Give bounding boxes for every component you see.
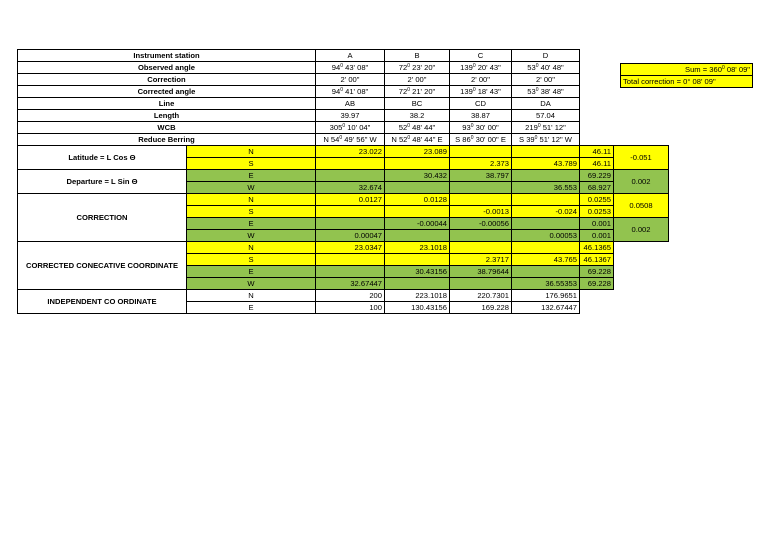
value-cell — [316, 158, 385, 170]
group-label: CORRECTED CONECATIVE COORDINATE — [18, 242, 187, 290]
value-cell: 176.9651 — [512, 290, 580, 302]
header-value: $139^0$ 18' 43" — [450, 86, 512, 98]
value-cell — [385, 182, 450, 194]
header-value: $52^0$ 48' 44" — [385, 122, 450, 134]
data-row — [18, 290, 669, 302]
value-cell: -0.00044 — [385, 218, 450, 230]
total-cell: 68.927 — [580, 182, 614, 194]
header-value: $93^0$ 30' 00" — [450, 122, 512, 134]
station-label: Instrument station — [18, 50, 316, 62]
value-cell — [316, 266, 385, 278]
data-row — [18, 146, 669, 158]
group-label: CORRECTION — [18, 194, 187, 242]
row-label: Correction — [18, 74, 316, 86]
direction-cell: S — [187, 158, 316, 170]
value-cell: 23.0347 — [316, 242, 385, 254]
total-cell: 0.0255 — [580, 194, 614, 206]
value-cell: 220.7301 — [450, 290, 512, 302]
header-value: S $86^0$ 30' 00" E — [450, 134, 512, 146]
value-cell: 43.789 — [512, 158, 580, 170]
direction-cell: E — [187, 218, 316, 230]
total-cell: 0.0253 — [580, 206, 614, 218]
header-row — [18, 134, 669, 146]
value-cell: 2.3717 — [450, 254, 512, 266]
row-label: Length — [18, 110, 316, 122]
header-value: $72^0$ 23' 20" — [385, 62, 450, 74]
traverse-table — [17, 49, 669, 314]
value-cell: 223.1018 — [385, 290, 450, 302]
value-cell — [450, 146, 512, 158]
header-value: DA — [512, 98, 580, 110]
header-value: S $39^0$ 51' 12" W — [512, 134, 580, 146]
value-cell — [512, 266, 580, 278]
total-cell: 69.228 — [580, 278, 614, 290]
row-label: Reduce Berring — [18, 134, 316, 146]
value-cell: 100 — [316, 302, 385, 314]
header-value: $53^0$ 38' 48" — [512, 86, 580, 98]
direction-cell: W — [187, 278, 316, 290]
summary-box — [620, 63, 753, 88]
value-cell: 32.674 — [316, 182, 385, 194]
direction-cell: W — [187, 182, 316, 194]
row-label: Corrected angle — [18, 86, 316, 98]
total-cell: 0.001 — [580, 218, 614, 230]
header-value: BC — [385, 98, 450, 110]
header-value: 2' 00" — [512, 74, 580, 86]
value-cell — [385, 206, 450, 218]
value-cell — [512, 194, 580, 206]
header-row — [18, 74, 669, 86]
total-correction-value: 0° 08' 09" — [683, 77, 716, 86]
value-cell: 38.79644 — [450, 266, 512, 278]
direction-cell: S — [187, 206, 316, 218]
total-cell: 69.229 — [580, 170, 614, 182]
value-cell: 2.373 — [450, 158, 512, 170]
value-cell — [450, 194, 512, 206]
value-cell: 200 — [316, 290, 385, 302]
header-row — [18, 122, 669, 134]
group-label: Latitude = L Cos Θ — [18, 146, 187, 170]
total-correction-label: Total correction = — [623, 77, 684, 86]
direction-cell: N — [187, 146, 316, 158]
direction-cell: N — [187, 290, 316, 302]
group-label: INDEPENDENT CO ORDINATE — [18, 290, 187, 314]
value-cell: 30.432 — [385, 170, 450, 182]
station-row — [18, 50, 669, 62]
total-cell: 46.11 — [580, 146, 614, 158]
value-cell: 32.67447 — [316, 278, 385, 290]
station-a: A — [316, 50, 385, 62]
value-cell — [385, 278, 450, 290]
header-value: $72^0$ 21' 20" — [385, 86, 450, 98]
header-value: $219^0$ 51' 12" — [512, 122, 580, 134]
header-row — [18, 86, 669, 98]
value-cell — [316, 218, 385, 230]
header-value: 2' 00" — [450, 74, 512, 86]
difference-cell: 0.0508 — [614, 194, 669, 218]
value-cell: 23.022 — [316, 146, 385, 158]
header-row — [18, 98, 669, 110]
header-value: $94^0$ 41' 08" — [316, 86, 385, 98]
sum-label: Sum = — [685, 65, 710, 74]
value-cell — [316, 170, 385, 182]
value-cell: -0.00056 — [450, 218, 512, 230]
value-cell: 23.1018 — [385, 242, 450, 254]
value-cell: 38.797 — [450, 170, 512, 182]
direction-cell: N — [187, 194, 316, 206]
total-cell: 69.228 — [580, 266, 614, 278]
value-cell: 43.765 — [512, 254, 580, 266]
data-row — [18, 194, 669, 206]
value-cell — [512, 242, 580, 254]
header-row — [18, 62, 669, 74]
total-cell: 46.1367 — [580, 254, 614, 266]
header-value: $53^0$ 40' 48" — [512, 62, 580, 74]
difference-cell: 0.002 — [614, 170, 669, 194]
total-correction-cell — [621, 76, 753, 88]
header-value: N $54^0$ 49' 56" W — [316, 134, 385, 146]
value-cell — [385, 254, 450, 266]
header-value: 38.87 — [450, 110, 512, 122]
station-b: B — [385, 50, 450, 62]
value-cell: 0.0127 — [316, 194, 385, 206]
value-cell — [512, 218, 580, 230]
value-cell — [450, 182, 512, 194]
value-cell: -0.024 — [512, 206, 580, 218]
header-value: 2' 00" — [316, 74, 385, 86]
header-value: AB — [316, 98, 385, 110]
value-cell — [450, 242, 512, 254]
direction-cell: S — [187, 254, 316, 266]
value-cell: 36.55353 — [512, 278, 580, 290]
sum-value: $360^0$ 08' 09" — [709, 65, 750, 74]
station-c: C — [450, 50, 512, 62]
sum-cell — [621, 64, 753, 76]
value-cell — [450, 230, 512, 242]
data-row — [18, 170, 669, 182]
data-row — [18, 242, 669, 254]
value-cell — [512, 170, 580, 182]
group-label: Departure = L Sin Θ — [18, 170, 187, 194]
header-value: $139^0$ 20' 43" — [450, 62, 512, 74]
value-cell — [316, 206, 385, 218]
value-cell: 169.228 — [450, 302, 512, 314]
direction-cell: E — [187, 266, 316, 278]
difference-cell: -0.051 — [614, 146, 669, 170]
value-cell: 0.00047 — [316, 230, 385, 242]
value-cell: 30.43156 — [385, 266, 450, 278]
direction-cell: W — [187, 230, 316, 242]
station-d: D — [512, 50, 580, 62]
total-cell: 0.001 — [580, 230, 614, 242]
header-value: $94^0$ 43' 08" — [316, 62, 385, 74]
header-value: 57.04 — [512, 110, 580, 122]
value-cell: 0.00053 — [512, 230, 580, 242]
header-value: $305^0$ 10' 04" — [316, 122, 385, 134]
value-cell: 130.43156 — [385, 302, 450, 314]
difference-cell: 0.002 — [614, 218, 669, 242]
value-cell: 132.67447 — [512, 302, 580, 314]
row-label: WCB — [18, 122, 316, 134]
header-value: 38.2 — [385, 110, 450, 122]
value-cell: -0.0013 — [450, 206, 512, 218]
direction-cell: N — [187, 242, 316, 254]
value-cell — [385, 158, 450, 170]
header-value: N $52^0$ 48' 44" E — [385, 134, 450, 146]
direction-cell: E — [187, 302, 316, 314]
direction-cell: E — [187, 170, 316, 182]
value-cell: 36.553 — [512, 182, 580, 194]
value-cell: 0.0128 — [385, 194, 450, 206]
value-cell: 23.089 — [385, 146, 450, 158]
row-label: Line — [18, 98, 316, 110]
value-cell — [316, 254, 385, 266]
row-label: Observed angle — [18, 62, 316, 74]
value-cell — [450, 278, 512, 290]
header-row — [18, 110, 669, 122]
total-cell: 46.11 — [580, 158, 614, 170]
header-value: CD — [450, 98, 512, 110]
value-cell — [512, 146, 580, 158]
total-cell: 46.1365 — [580, 242, 614, 254]
header-value: 39.97 — [316, 110, 385, 122]
header-value: 2' 00" — [385, 74, 450, 86]
value-cell — [385, 230, 450, 242]
